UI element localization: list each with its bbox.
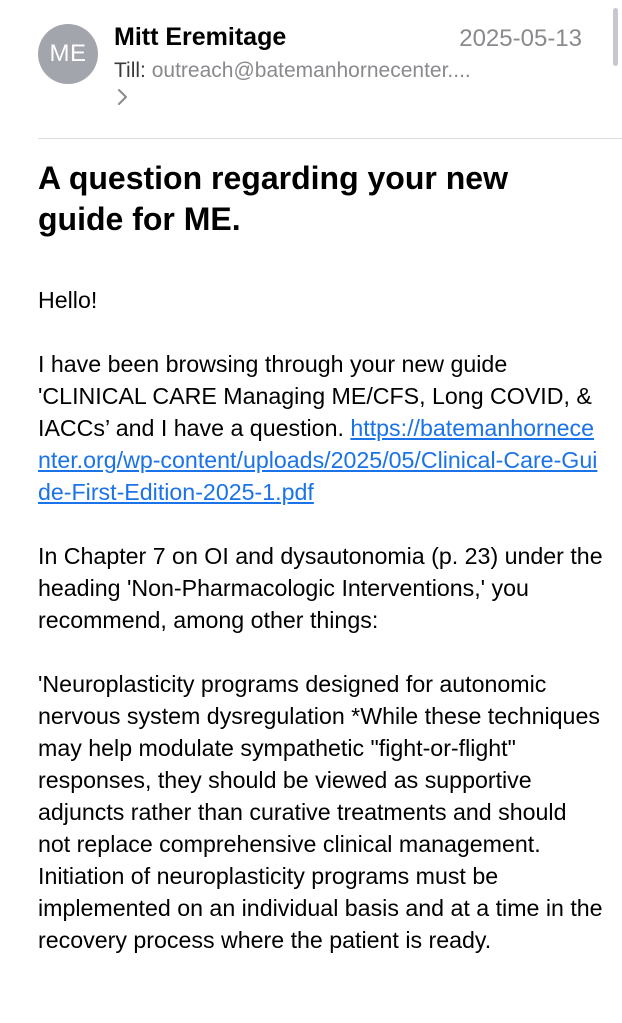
paragraph-1-text: I have been browsing through your new guide 'CLINICAL CARE Managing ME/CFS, Long COVID, & IACCs’ and I have a question. bbox=[38, 351, 592, 441]
recipient-line[interactable] bbox=[114, 57, 544, 85]
recipient-label: Till: bbox=[114, 59, 146, 82]
recipient-address[interactable]: outreach@batemanhornecenter.... bbox=[151, 59, 471, 82]
chevron-right-icon[interactable] bbox=[114, 86, 132, 108]
avatar[interactable]: ME bbox=[38, 24, 98, 84]
scrollbar[interactable] bbox=[613, 8, 618, 66]
sender-name[interactable]: Mitt Eremitage bbox=[114, 23, 287, 51]
greeting: Hello! bbox=[38, 287, 98, 313]
body-paragraph-3: 'Neuroplasticity programs designed for autonomic nervous system dysregulation *While these techniques may help modulate sympathetic "fight-or-flight" responses, they should be viewed as supportive adjuncts rather than curative treatments and should not replace comprehensive clinical management. Initiation of neuroplasticity programs must be implemented on an individual basis and at a time in the recovery process where the patient is ready. bbox=[38, 671, 603, 953]
message-date: 2025-05-13 bbox=[459, 25, 582, 52]
message-header bbox=[0, 0, 622, 138]
body-paragraph-1 bbox=[38, 348, 604, 508]
guide-link[interactable]: https://batemanhornecenter.org/wp-content/uploads/2025/05/Clinical-Care-Guide-First-Edition-2025-1.pdf bbox=[38, 415, 598, 505]
header-divider bbox=[38, 138, 622, 139]
body-paragraph-2: In Chapter 7 on OI and dysautonomia (p. 23) under the heading 'Non-Pharmacologic Interventions,' you recommend, among other things: bbox=[38, 543, 603, 633]
message-subject: A question regarding your new guide for ME. bbox=[38, 160, 508, 237]
message-body bbox=[38, 284, 604, 988]
